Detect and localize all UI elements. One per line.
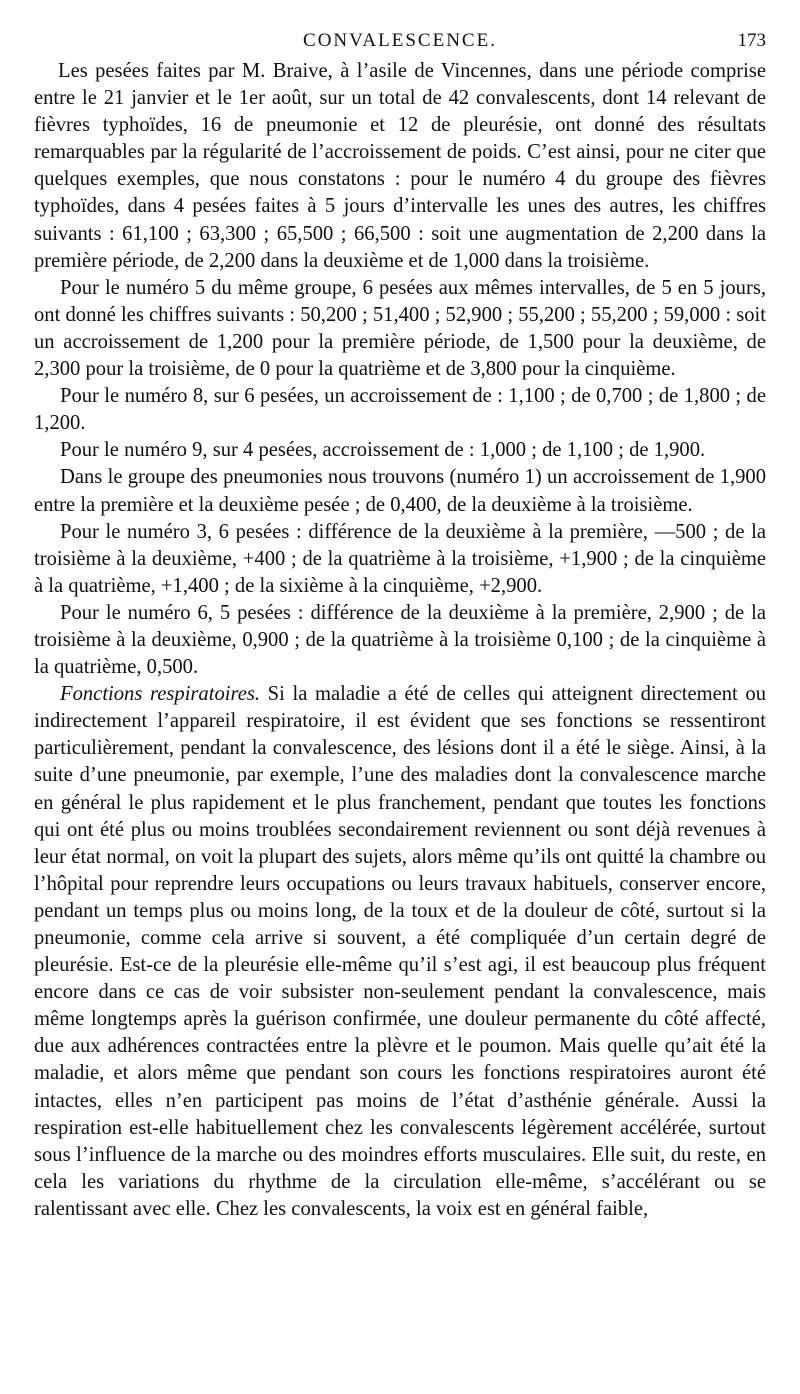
paragraph-numero-8: Pour le numéro 8, sur 6 pesées, un accroissement de : 1,100 ; de 0,700 ; de 1,800 ; de 1,200.	[34, 385, 766, 435]
paragraph-fonctions-respiratoires	[34, 681, 766, 1223]
section-lead-heading: Fonctions respiratoires.	[60, 683, 261, 706]
paragraph-numero-3: Pour le numéro 3, 6 pesées : différence de la deuxième à la première, —500 ; de la troisième à la deuxième, +400 ; de la quatrième à la troisième, +1,900 ; de la cinquième à la quatrième, +1,400 ; de la sixième à la cinquième, +2,900.	[34, 520, 766, 597]
section-body-text: Si la maladie a été de celles qui atteignent directement ou indirectement l’appareil respiratoire, il est évident que ses fonctions se ressentiront particulièrement, pendant la convalescence, des lésions dont il a été le siège. Ainsi, à la suite d’une pneumonie, par exemple, l’une des maladies dont la convalescence marche en général le plus rapidement et le plus franchement, pendant que toutes les fonctions qui ont été plus ou moins troublées secondairement reviennent ou sont déjà revenues à leur état normal, on voit la plupart des sujets, alors même qu’ils ont quitté la chambre ou l’hôpital pour reprendre leurs occupations ou leurs travaux habituels, conserver encore, pendant un temps plus ou moins long, de la toux et de la douleur de côté, surtout si la pneumonie, comme cela arrive si souvent, a été compliquée d’un certain degré de pleurésie. Est-ce de la pleurésie elle-même qu’il s’est agi, il est beaucoup plus fréquent encore dans ce cas de voir subsister non-seulement pendant la convalescence, mais même longtemps après la guérison confirmée, une douleur permanente du côté affecté, due aux adhérences contractées entre la plèvre et le poumon. Mais quelle qu’ait été la maladie, et alors même que pendant son cours les fonctions respiratoires auront été intactes, elles n’en participent pas moins de l’état d’asthénie générale. Aussi la respiration est-elle habituellement chez les convalescents légèrement accélérée, surtout sous l’influence de la marche ou des moindres efforts musculaires. Elle suit, du reste, en cela les variations du rhythme de la circulation elle-même, s’accélérant ou se ralentissant avec elle. Chez les convalescents, la voix est en général faible,	[34, 683, 766, 1220]
paragraph-pneumonies: Dans le groupe des pneumonies nous trouvons (numéro 1) un accroissement de 1,900 entre la première et la deuxième pesée ; de 0,400, de la deuxième à la troisième.	[34, 466, 766, 516]
paragraph-numero-6: Pour le numéro 6, 5 pesées : différence de la deuxième à la première, 2,900 ; de la troisième à la deuxième, 0,900 ; de la quatrième à la troisième 0,100 ; de la cinquième à la quatrième, 0,500.	[34, 601, 766, 679]
paragraph-braive-weighings: Les pesées faites par M. Braive, à l’asile de Vincennes, dans une période comprise entre le 21 janvier et le 1er août, sur un total de 42 convalescents, dont 14 relevant de fièvres typhoïdes, 16 de pneumonie et 12 de pleurésie, ont donné des résultats remarquables par la régularité de l’accroissement de poids. C’est ainsi, pour ne citer que quelques exemples, que nous constatons : pour le numéro 4 du groupe des fièvres typhoïdes, dans 4 pesées faites à 5 jours d’intervalle les unes des autres, les chiffres suivants : 61,100 ; 63,300 ; 65,500 ; 66,500 : soit une augmentation de 2,200 dans la première période, de 2,200 dans la deuxième et de 1,000 dans la troisième.	[34, 60, 766, 272]
running-header	[34, 22, 766, 56]
paragraph-numero-9: Pour le numéro 9, sur 4 pesées, accroissement de : 1,000 ; de 1,100 ; de 1,900.	[60, 439, 706, 462]
page-number: 173	[737, 30, 766, 51]
paragraph-numero-5: Pour le numéro 5 du même groupe, 6 pesées aux mêmes intervalles, de 5 en 5 jours, ont donné les chiffres suivants : 50,200 ; 51,400 ; 52,900 ; 55,200 ; 55,200 ; 59,000 : soit un accroissement de 1,200 pour la première période, de 1,500 pour la deuxième, de 2,300 pour la troisième, de 0 pour la quatrième et de 3,800 pour la cinquième.	[34, 276, 766, 381]
running-title: CONVALESCENCE.	[303, 30, 497, 51]
book-page	[34, 22, 766, 1223]
body-text	[34, 58, 766, 1223]
